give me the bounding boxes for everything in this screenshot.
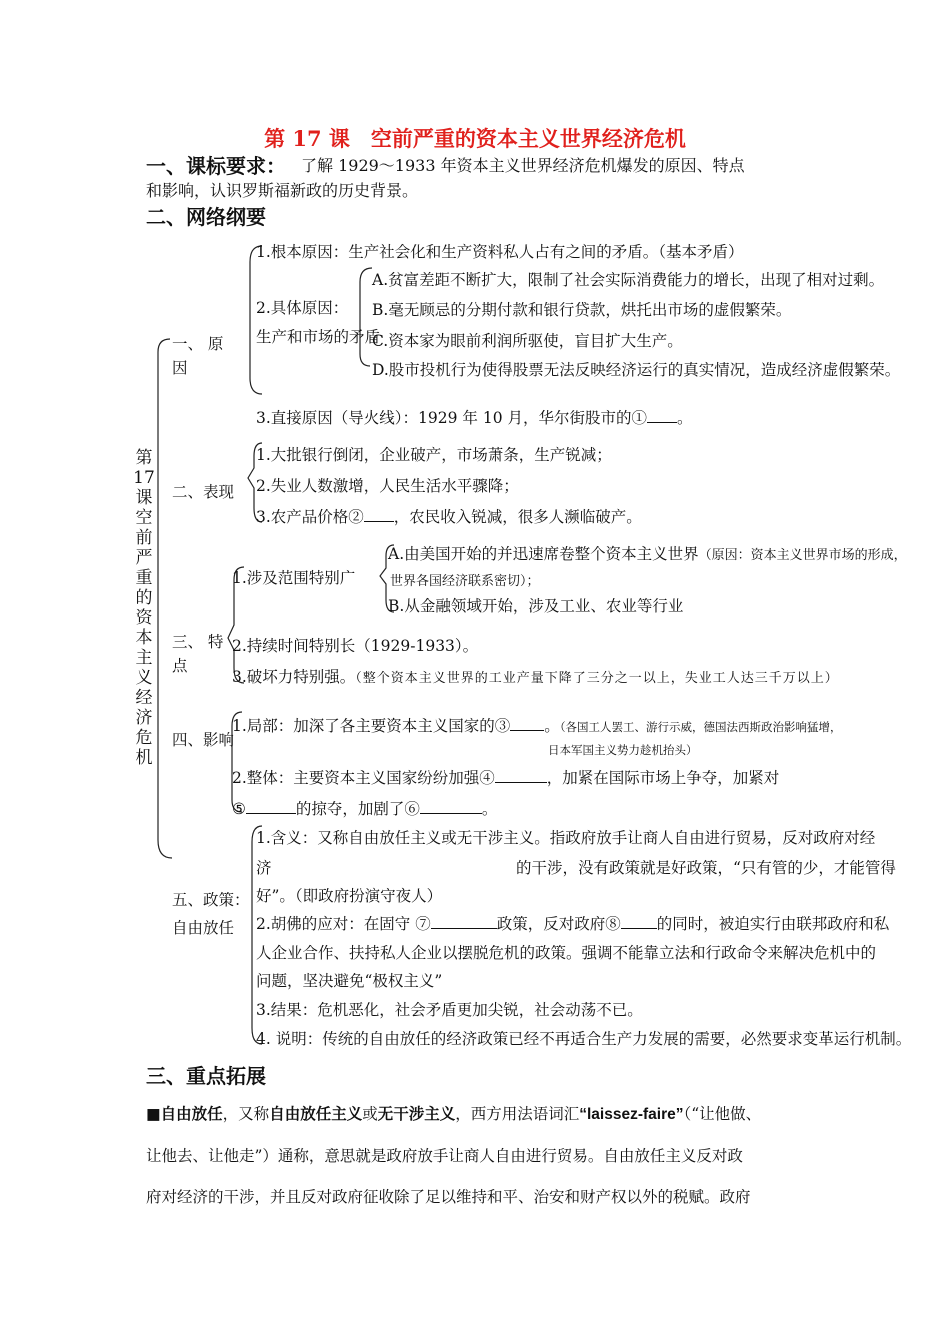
blank-8[interactable] [621, 914, 657, 929]
policy-4: 4. 说明：传统的自由放任的经济政策已经不再适合生产力发展的需要，必然要求变革运行机制。 [256, 1030, 912, 1048]
blank-4[interactable] [495, 768, 547, 783]
feature-1-a: A.由美国开始的并迅速席卷整个资本主义世界（原因：资本主义世界市场的形成， [388, 545, 907, 563]
policy-2-end: 问题，坚决避免“极权主义” [256, 972, 443, 990]
cause-2-c: C.资本家为眼前利润所驱使，盲目扩大生产。 [372, 332, 683, 350]
blank-3[interactable] [510, 716, 544, 731]
blank-5[interactable] [246, 799, 296, 814]
manifestation-2: 2.失业人数激增，人民生活水平骤降； [256, 477, 519, 495]
feature-3: 3.破坏力特别强。（整个资本主义世界的工业产量下降了三分之一以上，失业工人达三千万以上） [232, 668, 839, 686]
branch-features-label-2: 点 [172, 657, 188, 675]
manifestation-1: 1.大批银行倒闭，企业破产，市场萧条，生产锐减； [256, 446, 612, 464]
impact-2-cont: ⑤ 的掠夺，加剧了⑥ 。 [232, 800, 498, 818]
section-3-heading: 三、重点拓展 [146, 1064, 266, 1088]
lesson-title: 第 17 课 空前严重的资本主义世界经济危机 [264, 126, 686, 151]
outline-root-label: 第17课 空前严重的资本主义经济危机 [133, 448, 155, 768]
manifestation-3: 3.农产品价格② ，农民收入锐减，很多人濒临破产。 [256, 508, 642, 526]
cause-2: 2.具体原因： [256, 299, 349, 317]
feature-1-b: B.从金融领域开始，涉及工业、农业等行业 [388, 597, 684, 615]
policy-3: 3.结果：危机恶化，社会矛盾更加尖锐，社会动荡不已。 [256, 1001, 643, 1019]
standard-text-line-2: 和影响，认识罗斯福新政的历史背景。 [146, 181, 419, 200]
branch-impact-label: 四、影响 [172, 731, 235, 749]
expansion-line-1: ■自由放任，又称自由放任主义或无干涉主义，西方用法语词汇“laissez-faire”（“让他做、 [146, 1104, 762, 1123]
expansion-line-3: 府对经济的干涉，并且反对政府征收除了足以维持和平、治安和财产权以外的税赋。政府 [146, 1188, 751, 1206]
branch-policy-label: 五、政策： [172, 891, 250, 909]
cause-2-a: A.贫富差距不断扩大，限制了社会实际消费能力的增长，出现了相对过剩。 [372, 268, 884, 290]
blank-7[interactable] [431, 914, 497, 929]
policy-1-cont-a: 济 [256, 859, 272, 877]
impact-1-note: 日本军国主义势力趁机抬头） [548, 743, 698, 757]
branch-causes-label: 一、 原 [172, 335, 224, 353]
section-1-heading: 一、课标要求： [146, 154, 286, 178]
policy-1-cont-b: 的干涉，没有政策就是好政策，“只有管的少，才能管得 [516, 859, 896, 877]
policy-2-cont: 人企业合作、扶持私人企业以摆脱危机的政策。强调不能靠立法和行政命令来解决危机中的 [256, 944, 877, 962]
branch-causes-label-2: 因 [172, 359, 188, 377]
branch-features-label: 三、 特 [172, 633, 224, 651]
policy-1-end: 好”。（即政府扮演守夜人） [256, 887, 443, 905]
section-2-heading: 二、网络纲要 [146, 205, 266, 229]
feature-1: 1.涉及范围特别广 [232, 569, 356, 587]
policy-1: 1.含义：又称自由放任主义或无干涉主义。指政府放手让商人自由进行贸易，反对政府对经 [256, 829, 876, 847]
impact-2: 2.整体：主要资本主义国家纷纷加强④ ，加紧在国际市场上争夺，加紧对 [232, 769, 780, 787]
blank-6[interactable] [420, 799, 482, 814]
feature-2: 2.持续时间特别长（1929-1933）。 [232, 637, 479, 655]
blank-2[interactable] [364, 507, 394, 522]
impact-1: 1.局部：加深了各主要资本主义国家的③ 。（各国工人罢工、游行示威，德国法西斯政治影响猛增， [232, 717, 842, 735]
cause-3: 3.直接原因（导火线）：1929 年 10 月，华尔街股市的① 。 [256, 409, 693, 427]
cause-2-b: B.毫无顾忌的分期付款和银行贷款，烘托出市场的虚假繁荣。 [372, 298, 791, 320]
blank-1[interactable] [647, 408, 677, 423]
branch-policy-label-2: 自由放任 [172, 919, 235, 937]
branch-manifestation-label: 二、表现 [172, 483, 235, 501]
feature-1-a-cont: 世界各国经济联系密切）； [390, 574, 540, 589]
policy-2: 2.胡佛的应对：在固守 ⑦ 政策，反对政府⑧ 的同时，被迫实行由联邦政府和私 [256, 915, 890, 933]
cause-1: 1.根本原因：生产社会化和生产资料私人占有之间的矛盾。（基本矛盾） [256, 243, 744, 261]
standard-text-line-1: 了解 1929～1933 年资本主义世界经济危机爆发的原因、特点 [301, 156, 745, 175]
cause-2-sub: 生产和市场的矛盾 [256, 328, 381, 346]
cause-2-d: D.股市投机行为使得股票无法反映经济运行的真实情况，造成经济虚假繁荣。 [372, 361, 901, 379]
expansion-line-2: 让他去、让他走”）通称，意思就是政府放手让商人自由进行贸易。自由放任主义反对政 [146, 1147, 743, 1165]
